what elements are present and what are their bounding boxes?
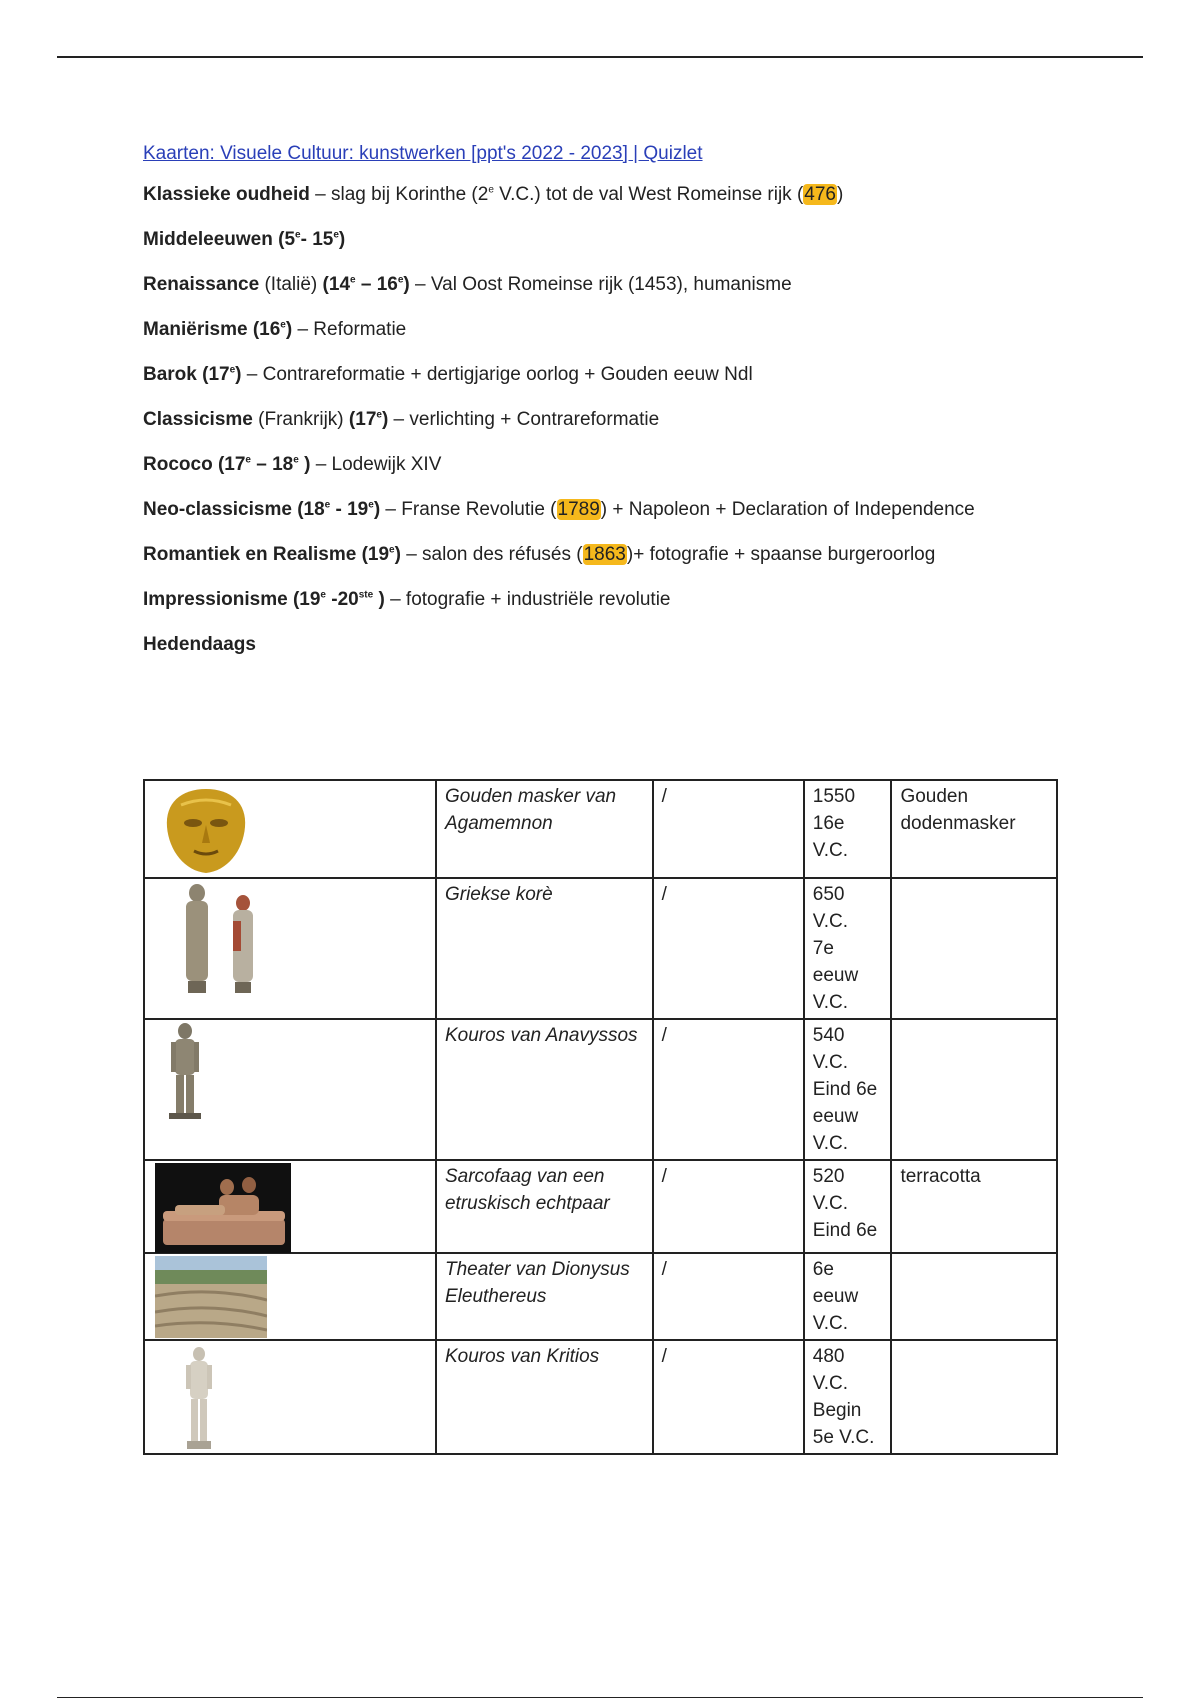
- artwork-title: Theater van Dionysus Eleuthereus: [436, 1253, 653, 1340]
- artwork-title: Kouros van Kritios: [436, 1340, 653, 1454]
- artwork-date: 540 V.C. Eind 6e eeuw V.C.: [804, 1019, 892, 1160]
- artwork-title: Kouros van Anavyssos: [436, 1019, 653, 1160]
- artwork-title: Gouden masker van Agamemnon: [436, 780, 653, 878]
- artwork-extra: /: [653, 1253, 804, 1340]
- artwork-image-cell: [144, 1253, 436, 1340]
- artwork-material: Gouden dodenmasker: [891, 780, 1057, 878]
- table-row: [144, 780, 1057, 878]
- header-rule: [57, 56, 1143, 58]
- artwork-material: [891, 878, 1057, 1019]
- artwork-extra: /: [653, 1160, 804, 1253]
- artwork-date: 6e eeuw V.C.: [804, 1253, 892, 1340]
- period-hedendaags: Hedendaags: [143, 634, 256, 655]
- period-renaissance: Renaissance (Italië) (14e – 16e) – Val Oost Romeinse rijk (1453), humanisme: [143, 274, 792, 295]
- table-row: [144, 1019, 1057, 1160]
- artwork-extra: /: [653, 1340, 804, 1454]
- artwork-title: Griekse korè: [436, 878, 653, 1019]
- period-romantiek-realisme: Romantiek en Realisme (19e) – salon des réfusés (1863)+ fotografie + spaanse burgeroorlog: [143, 544, 936, 565]
- table-row: [144, 878, 1057, 1019]
- period-middeleeuwen: Middeleeuwen (5e- 15e): [143, 229, 346, 250]
- footer-rule: [57, 1697, 1143, 1698]
- artwork-image-cell: [144, 780, 436, 878]
- artwork-date: 650 V.C. 7e eeuw V.C.: [804, 878, 892, 1019]
- golden-mask-image: [161, 785, 251, 875]
- artwork-date: 520 V.C. Eind 6e: [804, 1160, 892, 1253]
- artwork-image-cell: [144, 1340, 436, 1454]
- table-row: [144, 1340, 1057, 1454]
- period-manierisme: Maniërisme (16e) – Reformatie: [143, 319, 407, 340]
- artworks-table: [143, 779, 1058, 1455]
- kouros-kritios-image: [179, 1345, 219, 1451]
- artwork-extra: /: [653, 878, 804, 1019]
- artwork-material: [891, 1253, 1057, 1340]
- document-body: [143, 143, 1093, 679]
- period-klassieke-oudheid: Klassieke oudheid – slag bij Korinthe (2e V.C.) tot de val West Romeinse rijk (476): [143, 184, 844, 205]
- quizlet-link[interactable]: Kaarten: Visuele Cultuur: kunstwerken [ppt's 2022 - 2023] | Quizlet: [143, 143, 703, 164]
- period-impressionisme: Impressionisme (19e -20ste ) – fotografie + industriële revolutie: [143, 589, 671, 610]
- theater-image: [155, 1256, 267, 1338]
- artwork-extra: /: [653, 1019, 804, 1160]
- highlight-476: 476: [804, 184, 836, 205]
- artwork-date: 1550 16e V.C.: [804, 780, 892, 878]
- sarcophagus-image: [155, 1163, 291, 1253]
- highlight-1789: 1789: [557, 499, 600, 520]
- artwork-material: [891, 1019, 1057, 1160]
- highlight-1863: 1863: [583, 544, 626, 565]
- period-barok: Barok (17e) – Contrareformatie + dertigjarige oorlog + Gouden eeuw Ndl: [143, 364, 753, 385]
- artwork-extra: /: [653, 780, 804, 878]
- kore-statues-image: [169, 881, 269, 997]
- period-rococo: Rococo (17e – 18e ) – Lodewijk XIV: [143, 454, 442, 475]
- artwork-image-cell: [144, 1160, 436, 1253]
- artwork-date: 480 V.C. Begin 5e V.C.: [804, 1340, 892, 1454]
- artwork-material: [891, 1340, 1057, 1454]
- artwork-image-cell: [144, 1019, 436, 1160]
- period-classicisme: Classicisme (Frankrijk) (17e) – verlichting + Contrareformatie: [143, 409, 660, 430]
- table-row: [144, 1253, 1057, 1340]
- period-neo-classicisme: Neo-classicisme (18e - 19e) – Franse Revolutie (1789) + Napoleon + Declaration of Independence: [143, 499, 975, 520]
- artwork-title: Sarcofaag van een etruskisch echtpaar: [436, 1160, 653, 1253]
- kouros-anavyssos-image: [163, 1022, 207, 1122]
- artwork-material: terracotta: [891, 1160, 1057, 1253]
- table-row: [144, 1160, 1057, 1253]
- artwork-image-cell: [144, 878, 436, 1019]
